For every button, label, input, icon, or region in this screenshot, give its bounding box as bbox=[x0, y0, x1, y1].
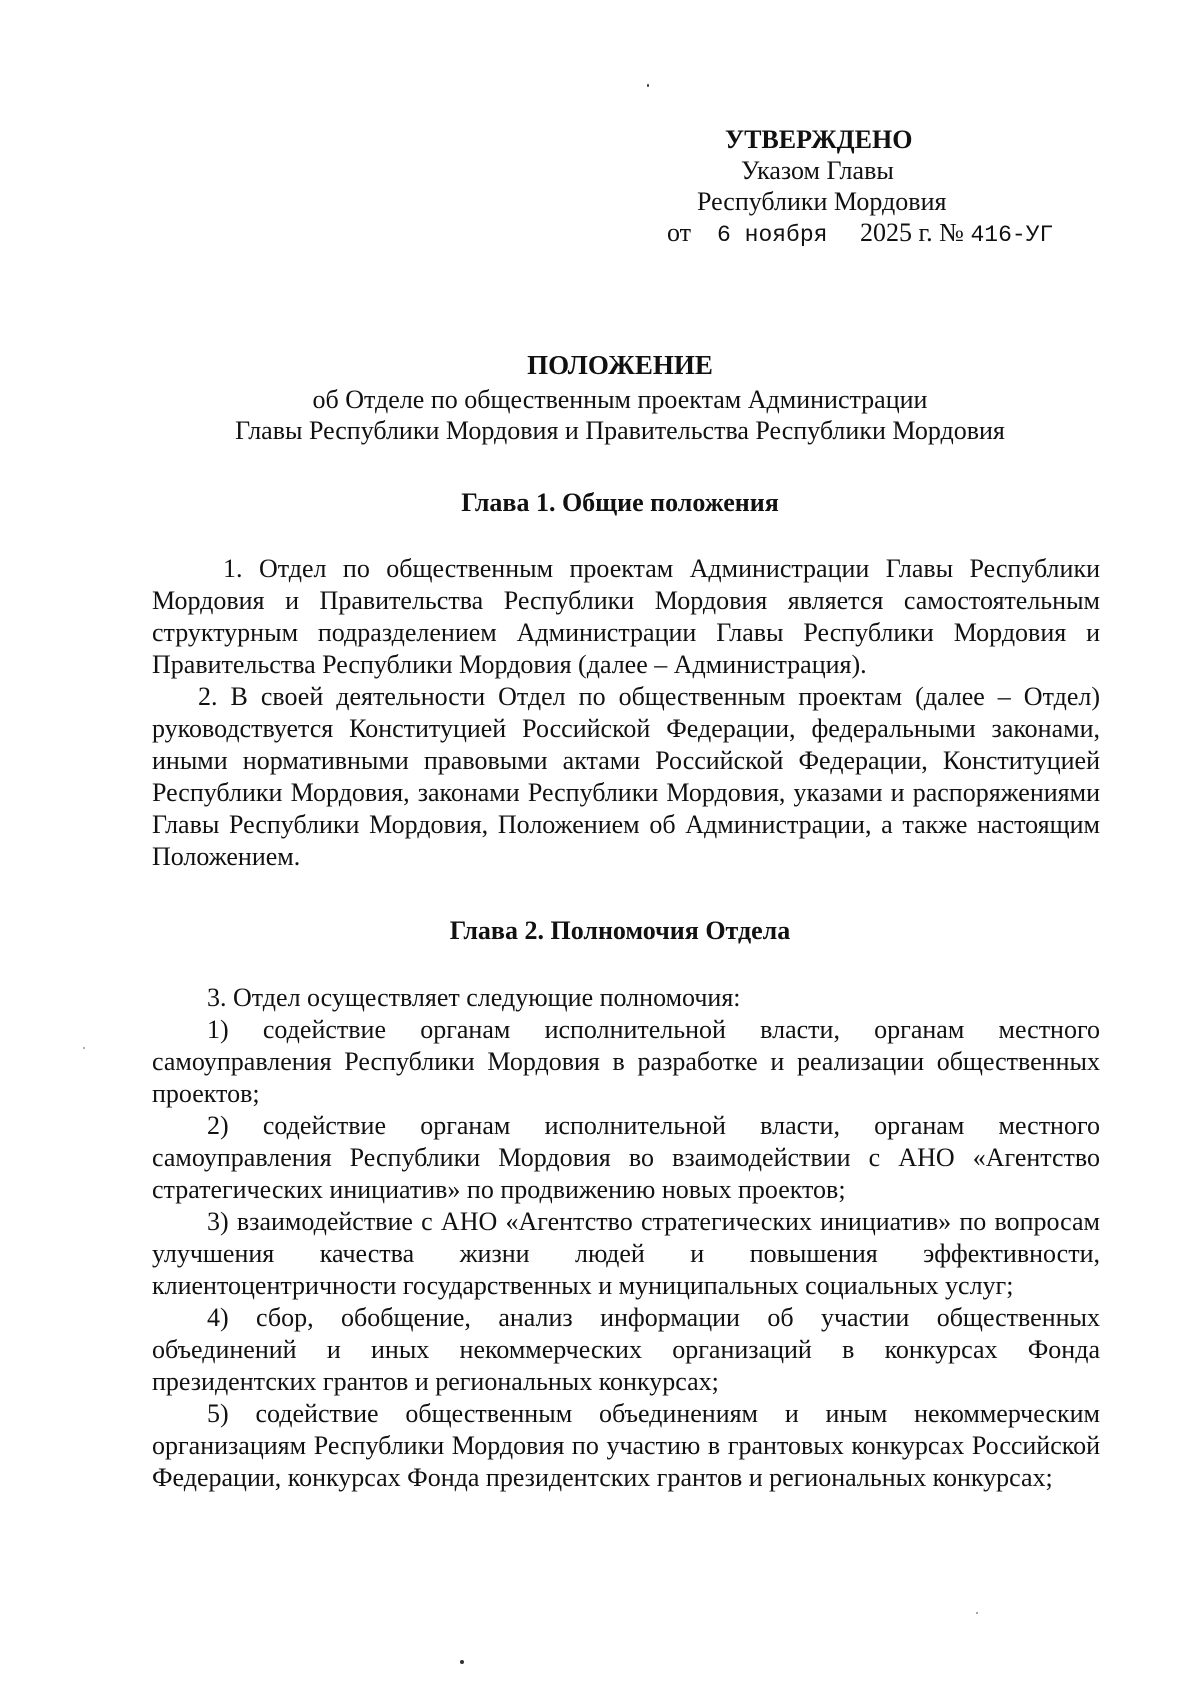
chapter-2-heading: Глава 2. Полномочия Отдела bbox=[449, 916, 791, 945]
list-item: 4) сбор, обобщение, анализ информации об участии общественных объединений и иных некоммерческих организаций в конкурсах Фонда президентских грантов и региональных конкурсах; bbox=[152, 1303, 1100, 1396]
list-item: 5) содействие общественным объединениям и иным некоммерческим организациям Республики Мордовия по участию в грантовых конкурсах Российской Федерации, конкурсах Фонда президентских грантов и региональных конкурсах; bbox=[152, 1399, 1100, 1492]
scan-speck bbox=[647, 84, 649, 87]
chapter-2-body bbox=[152, 982, 1100, 1494]
document-subtitle-line-2: Главы Республики Мордовия и Правительства Республики Мордовия bbox=[235, 416, 1005, 445]
date-day: 6 ноября bbox=[717, 222, 828, 248]
paragraph-intro: 3. Отдел осуществляет следующие полномочия: bbox=[207, 983, 741, 1012]
approval-date-line bbox=[667, 217, 1120, 251]
decree-number: 416-УГ bbox=[970, 222, 1054, 248]
list-item: 3) взаимодействие с АНО «Агентство стратегических инициатив» по вопросам улучшения качества жизни людей и повышения эффективности, клиентоцентричности государственных и муниципальных социальных услуг; bbox=[152, 1207, 1100, 1300]
list-item: 1) содействие органам исполнительной власти, органам местного самоуправления Республики Мордовия в разработке и реализации общественных проектов; bbox=[152, 1015, 1100, 1108]
scan-speck bbox=[976, 1612, 978, 1614]
approval-line-republic: Республики Мордовия bbox=[697, 187, 947, 216]
chapter-1-body bbox=[152, 553, 1100, 873]
document-subtitle-line-1: об Отделе по общественным проектам Администрации bbox=[312, 385, 928, 414]
scan-speck bbox=[460, 1660, 464, 1664]
paragraph: 1. Отдел по общественным проектам Администрации Главы Республики Мордовия и Правительства Республики Мордовия является самостоятельным структурным подразделением Администрации Главы Республики Мордовия и Правительства Республики Мордовия (далее – Администрация). bbox=[152, 554, 1100, 679]
list-item: 2) содействие органам исполнительной власти, органам местного самоуправления Республики Мордовия во взаимодействии с АНО «Агентство стратегических инициатив» по продвижению новых проектов; bbox=[152, 1111, 1100, 1204]
document-header bbox=[150, 350, 1090, 446]
approval-line-decree: Указом Главы bbox=[741, 156, 894, 185]
date-prefix: от bbox=[667, 218, 692, 247]
chapter-1-heading: Глава 1. Общие положения bbox=[461, 488, 779, 517]
paragraph: 2. В своей деятельности Отдел по общественным проектам (далее – Отдел) руководствуется Конституцией Российской Федерации, федеральными законами, иными нормативными правовыми актами Российской Федерации, Конституцией Республики Мордовия, законами Республики Мордовия, указами и распоряжениями Главы Республики Мордовия, Положением об Администрации, а также настоящим Положением. bbox=[152, 682, 1100, 871]
document-title: ПОЛОЖЕНИЕ bbox=[527, 350, 713, 380]
date-year: 2025 г. № bbox=[859, 218, 964, 247]
approval-title: УТВЕРЖДЕНО bbox=[725, 125, 913, 154]
scan-speck bbox=[83, 1047, 85, 1049]
approval-stamp bbox=[650, 124, 1120, 251]
